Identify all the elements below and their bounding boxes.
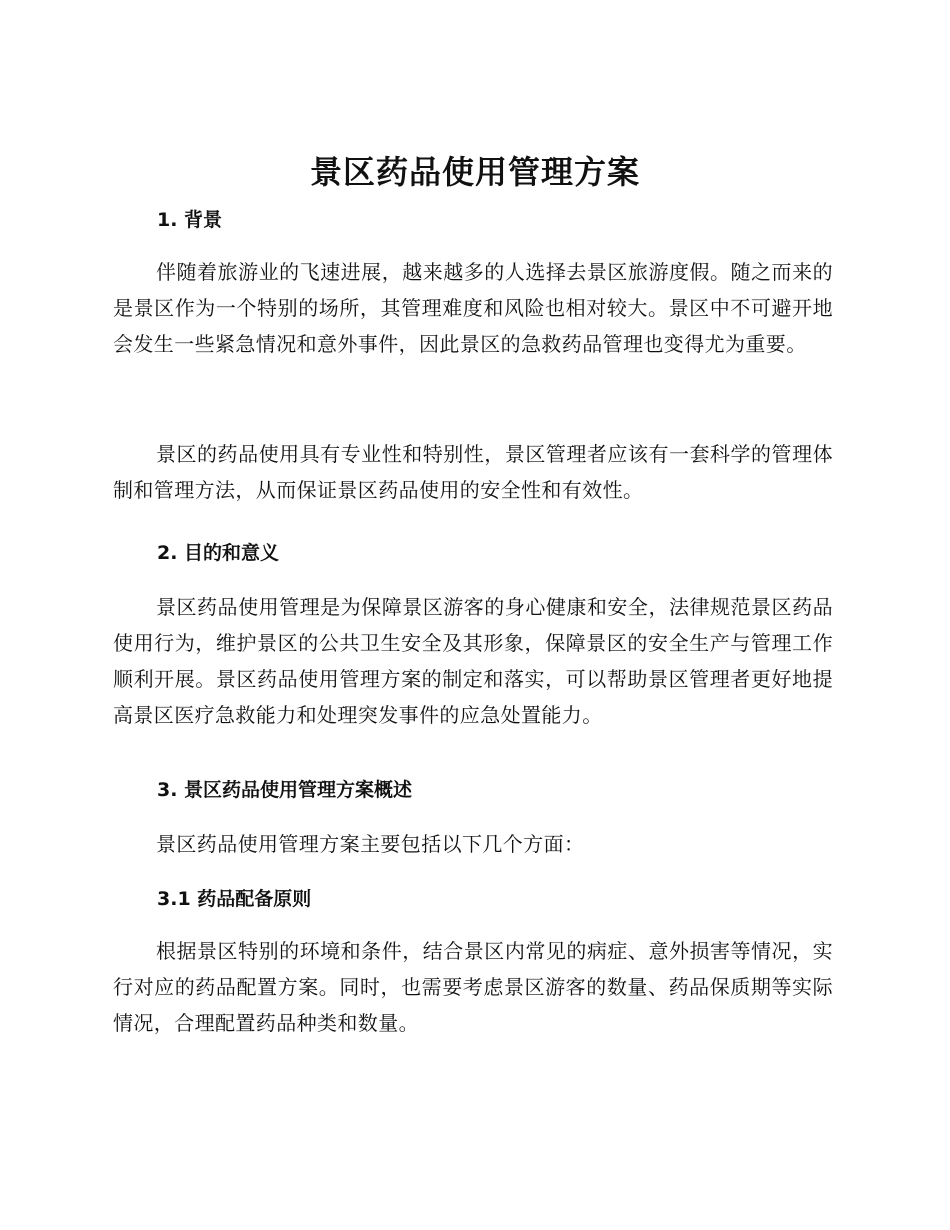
section-heading-principles: 3.1 药品配备原则: [157, 888, 312, 910]
section-heading-overview: 3. 景区药品使用管理方案概述: [157, 779, 413, 801]
document-title: 景区药品使用管理方案: [309, 153, 640, 191]
section-heading-purpose: 2. 目的和意义: [157, 542, 280, 564]
paragraph-purpose: 景区药品使用管理是为保障景区游客的身心健康和安全，法律规范景区药品使用行为，维护景区的公共卫生安全及其形象，保障景区的安全生产与管理工作顺利开展。景区药品使用管理方案的制定和落实，可以帮助景区管理者更好地提高景区医疗急救能力和处理突发事件的应急处置能力。: [113, 595, 833, 727]
section-heading-background: 1. 背景: [157, 209, 223, 231]
paragraph-background-1: 伴随着旅游业的飞速进展，越来越多的人选择去景区旅游度假。随之而来的是景区作为一个特别的场所，其管理难度和风险也相对较大。景区中不可避开地会发生一些紧急情况和意外事件，因此景区的急救药品管理也变得尤为重要。: [113, 260, 833, 356]
paragraph-overview: 景区药品使用管理方案主要包括以下几个方面：: [156, 832, 585, 856]
paragraph-principles: 根据景区特别的环境和条件，结合景区内常见的病症、意外损害等情况，实行对应的药品配置方案。同时，也需要考虑景区游客的数量、药品保质期等实际情况，合理配置药品种类和数量。: [113, 939, 833, 1035]
paragraph-background-2: 景区的药品使用具有专业性和特别性，景区管理者应该有一套科学的管理体制和管理方法，从而保证景区药品使用的安全性和有效性。: [113, 442, 833, 502]
